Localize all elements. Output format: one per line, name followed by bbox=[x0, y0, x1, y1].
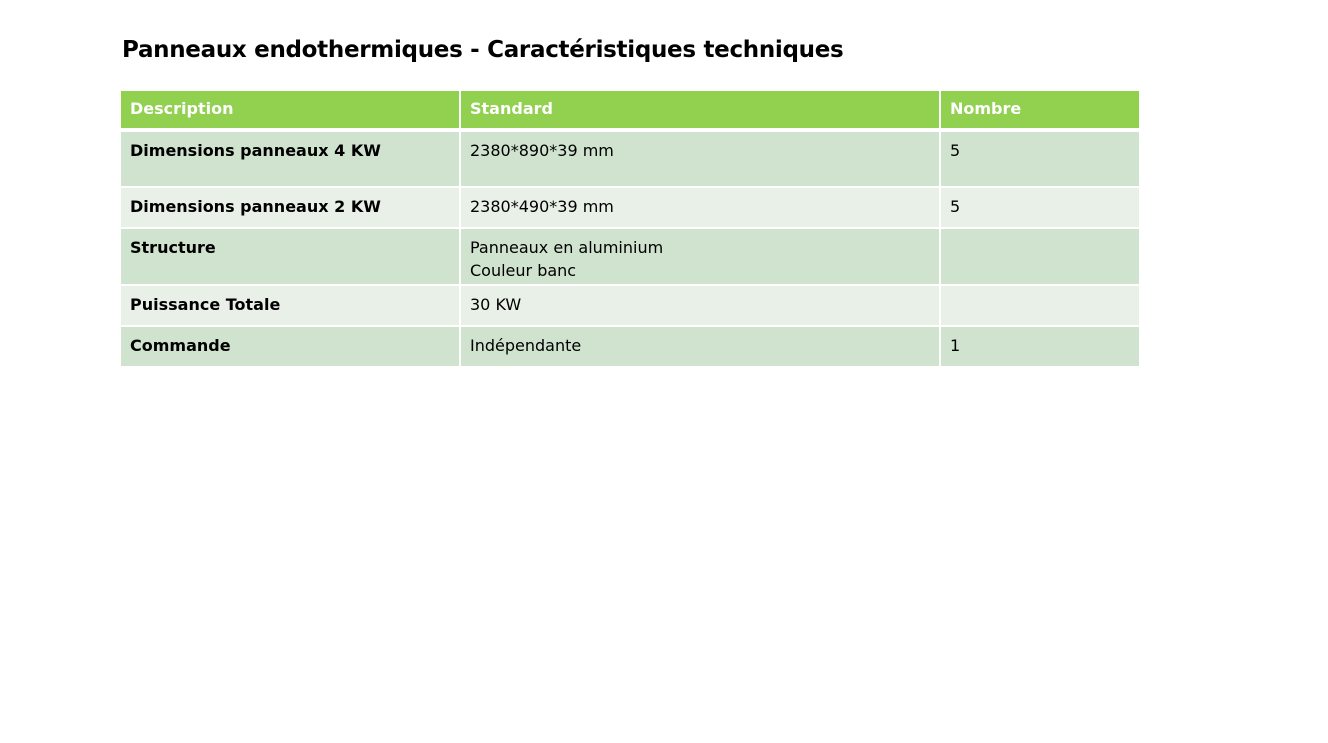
cell-standard-line: Couleur banc bbox=[470, 261, 577, 280]
cell-standard bbox=[460, 130, 940, 187]
table-row bbox=[120, 228, 1140, 285]
cell-standard-line: 2380*890*39 mm bbox=[470, 141, 614, 160]
cell-description: Puissance Totale bbox=[120, 285, 460, 326]
cell-standard-line: 2380*490*39 mm bbox=[470, 197, 614, 216]
table-row bbox=[120, 130, 1140, 187]
cell-standard bbox=[460, 228, 940, 285]
cell-standard-line: Panneaux en aluminium bbox=[470, 238, 664, 257]
cell-nombre: 1 bbox=[940, 326, 1140, 367]
cell-description: Dimensions panneaux 2 KW bbox=[120, 187, 460, 228]
cell-standard-line: 30 KW bbox=[470, 295, 522, 314]
cell-description: Structure bbox=[120, 228, 460, 285]
table-row bbox=[120, 285, 1140, 326]
cell-description: Dimensions panneaux 4 KW bbox=[120, 130, 460, 187]
cell-description: Commande bbox=[120, 326, 460, 367]
table-header-row bbox=[120, 90, 1140, 130]
cell-standard bbox=[460, 326, 940, 367]
cell-standard-line: Indépendante bbox=[470, 336, 582, 355]
cell-nombre bbox=[940, 285, 1140, 326]
table-row bbox=[120, 187, 1140, 228]
cell-standard bbox=[460, 285, 940, 326]
cell-standard bbox=[460, 187, 940, 228]
cell-nombre: 5 bbox=[940, 187, 1140, 228]
page-title: Panneaux endothermiques - Caractéristiques techniques bbox=[122, 37, 844, 63]
header-nombre: Nombre bbox=[940, 90, 1140, 130]
header-standard: Standard bbox=[460, 90, 940, 130]
cell-nombre bbox=[940, 228, 1140, 285]
cell-nombre: 5 bbox=[940, 130, 1140, 187]
header-description: Description bbox=[120, 90, 460, 130]
table-row bbox=[120, 326, 1140, 367]
specifications-table bbox=[119, 89, 1141, 368]
